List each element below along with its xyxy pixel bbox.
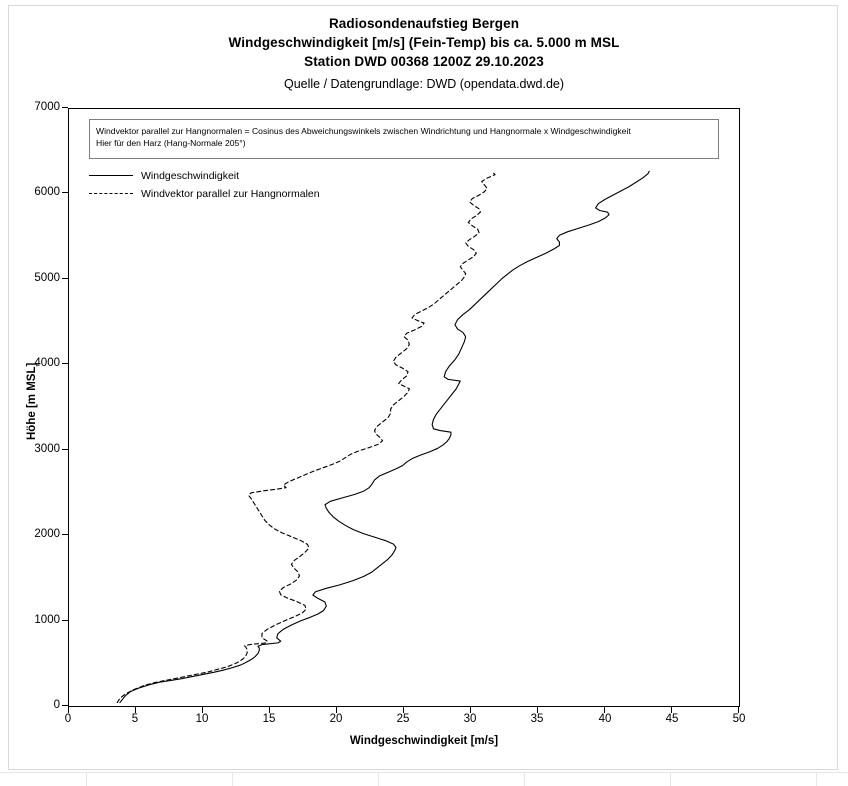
- x-tickmark: [604, 707, 605, 713]
- series-1-path: [120, 171, 649, 702]
- x-tickmark: [68, 707, 69, 713]
- y-tick-4000: 4000: [34, 357, 60, 369]
- annotation-line-1: Windvektor parallel zur Hangnormalen = Cosinus des Abweichungswinkels zwischen Windrichtung und Hangnormale x Windgeschwindigkeit: [96, 126, 631, 136]
- chart-title-line-3: Station DWD 00368 1200Z 29.10.2023: [304, 54, 544, 69]
- x-tick-50: 50: [732, 713, 746, 725]
- legend-label-slopenormal: Windvektor parallel zur Hangnormalen: [141, 188, 320, 200]
- x-tick-20: 20: [329, 713, 343, 725]
- y-tick-2000: 2000: [34, 528, 60, 540]
- chart-source-note: Quelle / Datengrundlage: DWD (opendata.dwd.de): [283, 77, 565, 91]
- y-tick-7000: 7000: [34, 101, 60, 113]
- x-tickmark: [738, 707, 739, 713]
- x-tickmark: [403, 707, 404, 713]
- x-tick-10: 10: [195, 713, 209, 725]
- plot-area: [68, 108, 740, 707]
- legend-swatch-solid: [89, 175, 133, 176]
- title-block: [0, 14, 848, 94]
- x-tickmark: [537, 707, 538, 713]
- x-tick-5: 5: [131, 713, 139, 725]
- chart-title-line-1: Radiosondenaufstieg Bergen: [328, 16, 520, 31]
- x-tick-45: 45: [665, 713, 679, 725]
- x-tickmark: [135, 707, 136, 713]
- legend-swatch-dashed: [89, 193, 133, 194]
- x-axis-title: Windgeschwindigkeit [m/s]: [349, 735, 499, 747]
- x-tick-0: 0: [64, 713, 72, 725]
- legend-item-windspeed: [89, 167, 389, 185]
- series-2-path: [117, 172, 495, 702]
- x-tick-15: 15: [262, 713, 276, 725]
- legend: [89, 167, 389, 203]
- y-tick-6000: 6000: [34, 186, 60, 198]
- bottom-gridlines: [0, 772, 848, 786]
- x-tickmark: [671, 707, 672, 713]
- x-tickmark: [202, 707, 203, 713]
- x-tickmark: [336, 707, 337, 713]
- chart-title-line-2: Windgeschwindigkeit [m/s] (Fein-Temp) bis ca. 5.000 m MSL: [228, 35, 620, 50]
- x-tick-30: 30: [463, 713, 477, 725]
- x-tick-35: 35: [530, 713, 544, 725]
- y-tick-0: 0: [53, 699, 60, 711]
- y-axis-title: Höhe [m MSL]: [26, 362, 38, 440]
- x-tick-40: 40: [598, 713, 612, 725]
- x-tickmark: [470, 707, 471, 713]
- y-tick-1000: 1000: [34, 614, 60, 626]
- x-tick-25: 25: [396, 713, 410, 725]
- y-tick-3000: 3000: [34, 443, 60, 455]
- x-tickmark: [269, 707, 270, 713]
- annotation-line-2: Hier für den Harz (Hang-Normale 205°): [96, 138, 246, 148]
- annotation-box: [89, 119, 719, 159]
- legend-label-windspeed: Windgeschwindigkeit: [141, 170, 240, 182]
- legend-item-slopenormal: [89, 185, 389, 203]
- y-tick-5000: 5000: [34, 272, 60, 284]
